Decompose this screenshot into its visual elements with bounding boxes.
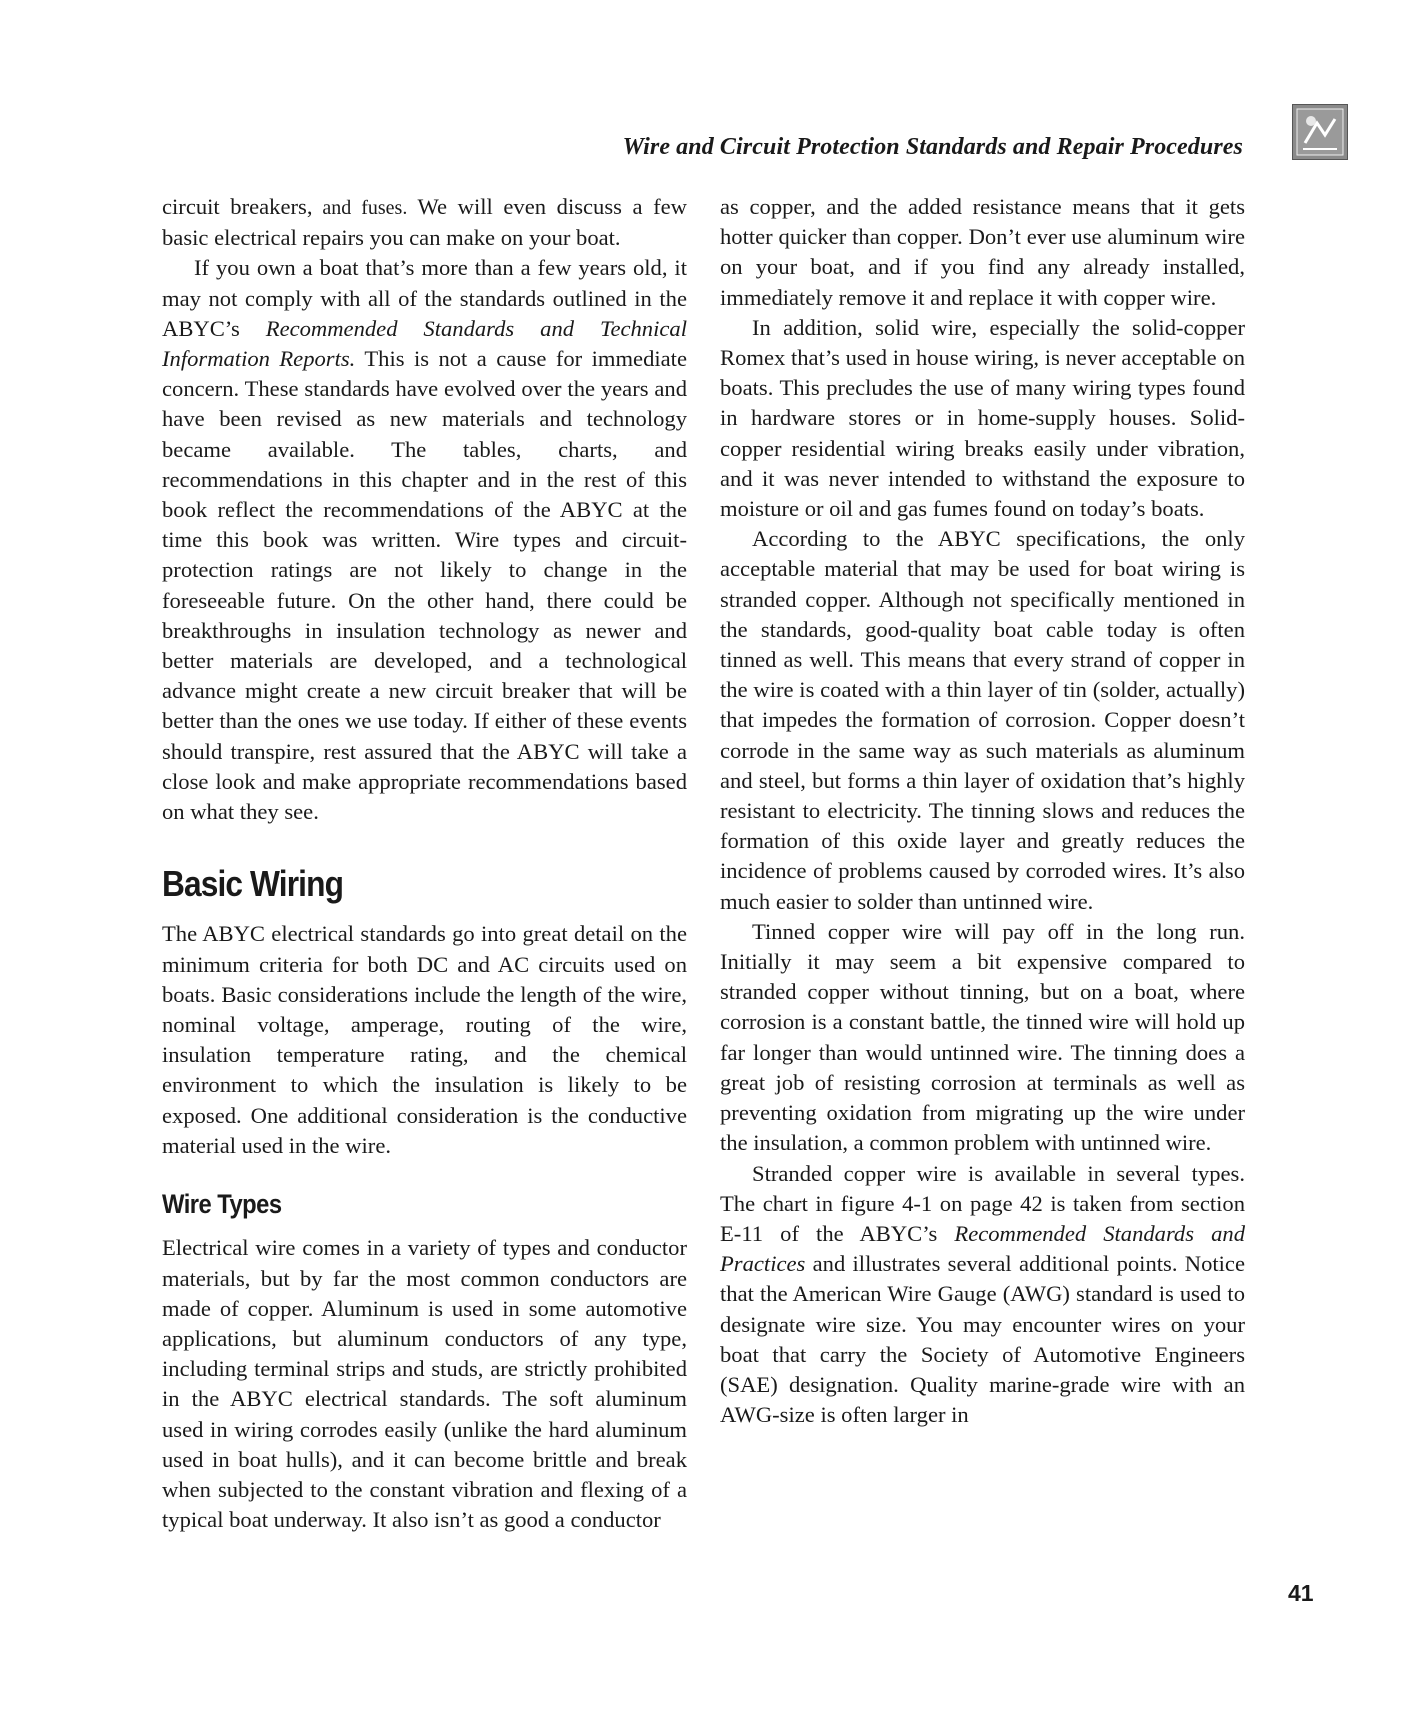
paragraph: The ABYC electrical standards go into great detail on the minimum criteria for both DC and AC circuits used on boats. Basic considerations include the length of the wire, nominal voltage, amperage, routing of the wire, insulation temperature rating, and the chemical environment to which the insulation is likely to be exposed. One additional consideration is the conductive material used in the wire. (162, 921, 687, 1158)
running-head: Wire and Circuit Protection Standards and Repair Procedures (622, 134, 1243, 160)
paragraph: In addition, solid wire, especially the solid-copper Romex that’s used in house wiring, is never acceptable on boats. This precludes the use of many wiring types found in hardware stores or in home-supply houses. Solid-copper residential wiring breaks easily under vibration, and it was never intended to withstand the exposure to moisture or oil and gas fumes found on today’s boats. (720, 314, 1245, 522)
paragraph: circuit breakers, and fuses. We will even discuss a few basic electrical repairs you can make on your boat. (162, 194, 687, 251)
paragraph: If you own a boat that’s more than a few years old, it may not comply with all of the standards outlined in the ABYC’s Recommended Standards and Technical Information Reports. This is not a cause for immediate concern. These standards have evolved over the years and have been revised as new materials and technology became available. The tables, charts, and recommendations in this chapter and in the rest of this book reflect the recommendations of the ABYC at the time this book was written. Wire types and circuit-protection ratings are not likely to change in the foreseeable future. On the other hand, there could be breakthroughs in insulation technology as newer and better materials are developed, and a technological advance might create a new circuit breaker that will be better than the ones we use today. If either of these events should transpire, rest assured that the ABYC will take a close look and make appropriate recommendations based on what they see. (162, 255, 687, 825)
paragraph: Electrical wire comes in a variety of types and conductor materials, but by far the most common conductors are made of copper. Aluminum is used in some automotive applications, but aluminum conductors of any type, including terminal strips and studs, are strictly prohibited in the ABYC electrical standards. The soft aluminum used in wiring corrodes easily (unlike the hard aluminum used in boat hulls), and it can become brittle and break when subjected to the constant vibration and flexing of a typical boat underway. It also isn’t as good a conductor (162, 1235, 687, 1533)
paragraph: According to the ABYC specifications, the only acceptable material that may be used for boat wiring is stranded copper. Although not specifically mentioned in the standards, good-quality boat cable today is often tinned as well. This means that every strand of copper in the wire is coated with a thin layer of tin (solder, actually) that impedes the formation of corrosion. Copper doesn’t corrode in the same way as such materials as aluminum and steel, but forms a thin layer of oxidation that’s highly resistant to electricity. The tinning slows and reduces the formation of this oxide layer and greatly reduces the incidence of problems caused by corroded wires. It’s also much easier to solder than untinned wire. (720, 526, 1245, 914)
left-column (162, 192, 687, 1535)
paragraph: Tinned copper wire will pay off in the long run. Initially it may seem a bit expensive compared to stranded copper without tinning, but on a boat, where corrosion is a constant battle, the tinned wire will hold up far longer than would untinned wire. The tinning does a great job of resisting corrosion at terminals as well as preventing oxidation from migrating up the wire under the insulation, a common problem with untinned wire. (720, 918, 1245, 1156)
chapter-thumb-icon (1292, 104, 1348, 160)
subsection-heading: Wire Types (162, 1189, 282, 1220)
paragraph: as copper, and the added resistance means that it gets hotter quicker than copper. Don’t ever use aluminum wire on your boat, and if you find any already installed, immediately remove it and replace it with copper wire. (720, 194, 1245, 310)
paragraph: Stranded copper wire is available in several types. The chart in figure 4-1 on page 42 is taken from section E-11 of the ABYC’s Recommended Standards and Practices and illustrates several additional points. Notice that the American Wire Gauge (AWG) standard is used to designate wire size. You may encounter wires on your boat that carry the Society of Automotive Engineers (SAE) designation. Quality marine-grade wire with an AWG-size is often larger in (720, 1160, 1245, 1428)
page-number: 41 (1288, 1580, 1314, 1606)
section-heading: Basic Wiring (162, 863, 344, 905)
right-column (720, 192, 1245, 1430)
